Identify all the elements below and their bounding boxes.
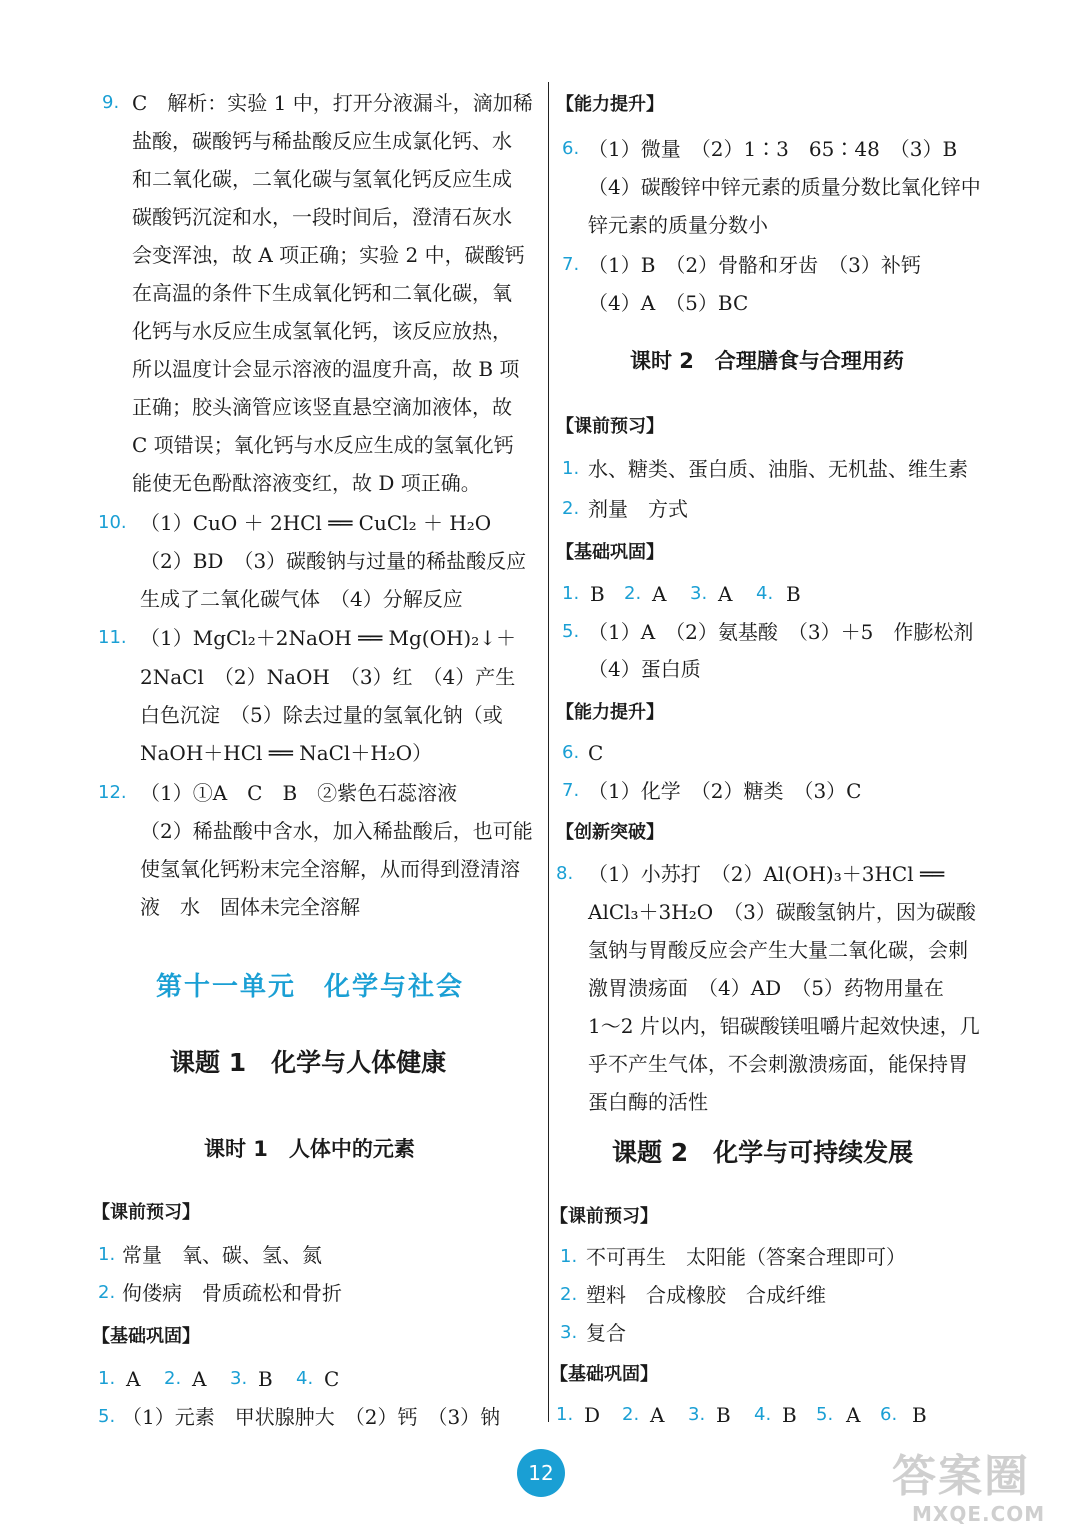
answer-choice: B [716, 1403, 731, 1427]
answer-line: 水、糖类、蛋白质、油脂、无机盐、维生素 [588, 457, 968, 481]
answer-line: 会变浑浊，故 A 项正确；实验 2 中，碳酸钙 [132, 243, 525, 267]
section-heading: 【基础巩固】 [92, 1326, 200, 1347]
section-heading: 【课前预习】 [92, 1202, 200, 1223]
question-number: 2. [562, 498, 580, 519]
answer-choice: B [782, 1403, 797, 1427]
section-heading: 【基础巩固】 [556, 542, 664, 563]
answer-line: （1）A （2）氨基酸 （3）＋5 作膨松剂 [588, 620, 974, 644]
unit-title: 第十一单元 化学与社会 [156, 972, 465, 1002]
answer-line: 正确；胶头滴管应该竖直悬空滴加液体，故 [132, 395, 512, 419]
answer-line: 锌元素的质量分数小 [588, 213, 768, 237]
answer-line: C 项错误；氧化钙与水反应生成的氢氧化钙 [132, 433, 514, 457]
question-number: 1. [98, 1368, 116, 1389]
question-number: 2. [622, 1404, 640, 1425]
answer-choice: C [324, 1367, 340, 1391]
question-number: 4. [754, 1404, 772, 1425]
answer-line: NaOH＋HCl ══ NaCl＋H₂O） [140, 741, 433, 765]
answer-line: （1）微量 （2）1∶3 65∶48 （3）B [588, 137, 958, 161]
answer-line: 常量 氧、碳、氢、氮 [122, 1243, 322, 1267]
section-heading: 【课前预习】 [550, 1206, 658, 1227]
lesson-title: 课时 2 合理膳食与合理用药 [630, 349, 904, 373]
watermark-logo [888, 1440, 1064, 1530]
section-heading: 【创新突破】 [556, 822, 664, 843]
question-number: 5. [562, 621, 580, 642]
answer-line: C [588, 741, 604, 765]
question-number: 2. [624, 583, 642, 604]
question-number: 3. [560, 1322, 578, 1343]
answer-line: 塑料 合成橡胶 合成纤维 [586, 1283, 826, 1307]
answer-line: 不可再生 太阳能（答案合理即可） [586, 1245, 906, 1269]
question-number: 3. [690, 583, 708, 604]
question-number: 5. [816, 1404, 834, 1425]
answer-line: （1）MgCl₂＋2NaOH ══ Mg(OH)₂↓＋ [140, 626, 517, 650]
question-number: 12. [98, 782, 127, 803]
answer-choice: A [192, 1367, 207, 1391]
answer-line: 乎不产生气体，不会刺激溃疡面，能保持胃 [588, 1052, 968, 1076]
answer-choice: A [652, 582, 667, 606]
topic-title: 课题 2 化学与可持续发展 [612, 1138, 914, 1167]
question-number: 1. [560, 1246, 578, 1267]
question-number: 1. [562, 458, 580, 479]
question-number: 2. [98, 1282, 116, 1303]
answer-line: 激胃溃疡面 （4）AD （5）药物用量在 [588, 976, 944, 1000]
page-number-badge: 12 [517, 1449, 565, 1497]
question-number: 8. [556, 863, 574, 884]
answer-choice: A [650, 1403, 665, 1427]
answer-line: （1）化学 （2）糖类 （3）C [588, 779, 862, 803]
answer-line: （2）BD （3）碳酸钠与过量的稀盐酸反应 [140, 549, 527, 573]
question-number: 7. [562, 780, 580, 801]
column-divider [548, 82, 549, 1422]
answer-line: 在高温的条件下生成氧化钙和二氧化碳，氧 [132, 281, 512, 305]
answer-line: （1）CuO ＋ 2HCl ══ CuCl₂ ＋ H₂O [140, 511, 492, 535]
question-number: 7. [562, 254, 580, 275]
answer-line: 剂量 方式 [588, 497, 688, 521]
question-number: 4. [756, 583, 774, 604]
watermark-url: MXQE.COM [912, 1502, 1046, 1526]
answer-line: 生成了二氧化碳气体 （4）分解反应 [140, 587, 463, 611]
section-heading: 【能力提升】 [556, 702, 664, 723]
topic-title: 课题 1 化学与人体健康 [170, 1048, 447, 1077]
answer-line: AlCl₃＋3H₂O （3）碳酸氢钠片，因为碳酸 [588, 900, 976, 924]
answer-line: （1）B （2）骨骼和牙齿 （3）补钙 [588, 253, 921, 277]
answer-choice: B [590, 582, 605, 606]
question-number: 1. [556, 1404, 574, 1425]
question-number: 2. [164, 1368, 182, 1389]
answer-line: 和二氧化碳，二氧化碳与氢氧化钙反应生成 [132, 167, 512, 191]
question-number: 1. [562, 583, 580, 604]
answer-line: 佝偻病 骨质疏松和骨折 [122, 1281, 342, 1305]
answer-line: 蛋白酶的活性 [588, 1090, 708, 1114]
question-number: 5. [98, 1406, 116, 1427]
answer-line: 2NaCl （2）NaOH （3）红 （4）产生 [140, 665, 516, 689]
answer-choice: B [912, 1403, 927, 1427]
answer-line: （4）蛋白质 [588, 657, 701, 681]
answer-line: 氢钠与胃酸反应会产生大量二氧化碳，会刺 [588, 938, 968, 962]
answer-line: 使氢氧化钙粉末完全溶解，从而得到澄清溶 [140, 857, 520, 881]
lesson-title: 课时 1 人体中的元素 [204, 1137, 415, 1161]
question-number: 11. [98, 627, 127, 648]
answer-line: 化钙与水反应生成氢氧化钙，该反应放热， [132, 319, 512, 343]
answer-line: 液 水 固体未完全溶解 [140, 895, 360, 919]
question-number: 6. [880, 1404, 898, 1425]
question-number: 3. [688, 1404, 706, 1425]
answer-choice: B [258, 1367, 273, 1391]
question-number: 10. [98, 512, 127, 533]
answer-line: （4）A （5）BC [588, 291, 749, 315]
question-number: 6. [562, 138, 580, 159]
question-number: 3. [230, 1368, 248, 1389]
question-number: 4. [296, 1368, 314, 1389]
answer-line: C 解析：实验 1 中，打开分液漏斗，滴加稀 [132, 91, 533, 115]
section-heading: 【课前预习】 [556, 416, 664, 437]
question-number: 6. [562, 742, 580, 763]
section-heading: 【基础巩固】 [550, 1364, 658, 1385]
question-number: 2. [560, 1284, 578, 1305]
answer-line: 复合 [586, 1321, 626, 1345]
answer-choice: D [584, 1403, 601, 1427]
answer-line: （1）①A C B ②紫色石蕊溶液 [140, 781, 458, 805]
question-number: 9. [102, 92, 120, 113]
answer-choice: B [786, 582, 801, 606]
answer-line: 碳酸钙沉淀和水，一段时间后，澄清石灰水 [132, 205, 512, 229]
answer-choice: A [126, 1367, 141, 1391]
answer-line: （4）碳酸锌中锌元素的质量分数比氧化锌中 [588, 175, 981, 199]
question-number: 1. [98, 1244, 116, 1265]
answer-choice: A [846, 1403, 861, 1427]
answer-line: 白色沉淀 （5）除去过量的氢氧化钠（或 [140, 703, 503, 727]
section-heading: 【能力提升】 [556, 94, 664, 115]
answer-choice: A [718, 582, 733, 606]
answer-line: 1～2 片以内，铝碳酸镁咀嚼片起效快速，几 [588, 1014, 980, 1038]
answer-line: （1）元素 甲状腺肿大 （2）钙 （3）钠 [122, 1405, 501, 1429]
answer-line: （2）稀盐酸中含水，加入稀盐酸后，也可能 [140, 819, 533, 843]
answer-line: （1）小苏打 （2）Al(OH)₃＋3HCl ══ [588, 862, 945, 886]
answer-line: 所以温度计会显示溶液的温度升高，故 B 项 [132, 357, 520, 381]
watermark-text: 答案圈 [892, 1451, 1030, 1502]
answer-line: 能使无色酚酞溶液变红，故 D 项正确。 [132, 471, 481, 495]
answer-line: 盐酸，碳酸钙与稀盐酸反应生成氯化钙、水 [132, 129, 512, 153]
